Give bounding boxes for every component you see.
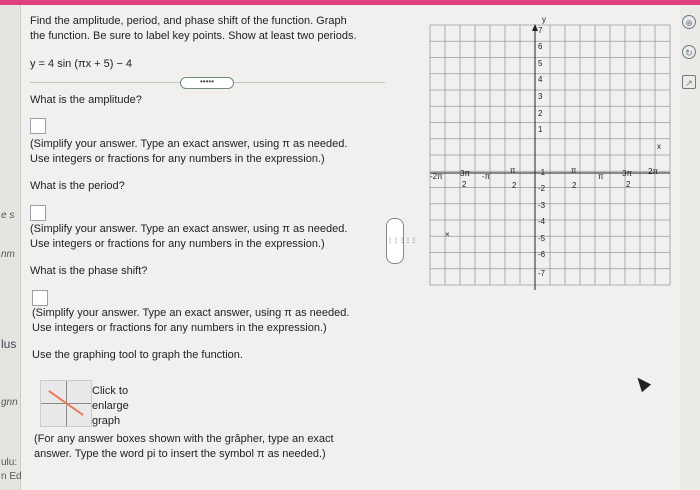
x-tick-label: 3π — [460, 169, 470, 178]
x-axis-label: x — [657, 142, 661, 151]
zoom-icon[interactable]: ⊕ — [682, 15, 696, 29]
x-tick-label: 3π — [622, 169, 632, 178]
amplitude-question: What is the amplitude? — [30, 94, 142, 106]
phase-hint-1: (Simplify your answer. Type an exact answer, using π as needed. — [32, 307, 350, 319]
top-accent-bar — [0, 0, 700, 5]
amplitude-hint-1: (Simplify your answer. Type an exact answer, using π as needed. — [30, 138, 348, 150]
left-fragment: ulu: — [1, 457, 18, 468]
y-tick-label: 2 — [538, 109, 543, 118]
enlarge-link-1[interactable]: Click to — [92, 385, 129, 397]
y-tick-label: -1 — [538, 168, 546, 177]
y-axis-label: y — [542, 15, 546, 24]
prompt-line-2: the function. Be sure to label key points. Show at least two periods. — [30, 30, 357, 42]
graph-thumbnail[interactable] — [40, 380, 92, 427]
equation: y = 4 sin (πx + 5) − 4 — [30, 58, 133, 70]
x-tick-label: π — [598, 172, 604, 181]
period-hint-1: (Simplify your answer. Type an exact answer, using π as needed. — [30, 223, 348, 235]
left-fragment: n Ed — [1, 471, 22, 482]
y-tick-label: 6 — [538, 42, 543, 51]
left-fragment: gnn — [1, 397, 18, 408]
y-tick-label: 4 — [538, 75, 543, 84]
x-tick-label: -π — [482, 172, 491, 181]
y-tick-labels — [538, 26, 546, 278]
left-fragment: nm — [1, 249, 15, 260]
more-button[interactable]: ••••• — [180, 77, 234, 89]
phase-question: What is the phase shift? — [30, 265, 148, 277]
grid-lines — [430, 25, 670, 285]
y-tick-label: 7 — [538, 26, 543, 35]
amplitude-answer-box[interactable] — [30, 118, 46, 134]
enlarge-link-3[interactable]: graph — [92, 415, 121, 427]
y-tick-label: -2 — [538, 184, 546, 193]
x-tick-label: π — [510, 166, 516, 175]
period-question: What is the period? — [30, 180, 125, 192]
amplitude-hint-2: Use integers or fractions for any numbers in the expression.) — [30, 153, 325, 165]
right-tool-strip — [680, 5, 700, 490]
phase-hint-2: Use integers or fractions for any numbers in the expression.) — [32, 322, 327, 334]
left-fragment: e s — [1, 210, 15, 221]
y-tick-label: 3 — [538, 92, 543, 101]
graph-grid[interactable] — [430, 15, 670, 290]
prompt-line-1: Find the amplitude, period, and phase shift of the function. Graph — [30, 15, 347, 27]
period-answer-box[interactable] — [30, 205, 46, 221]
y-tick-label: -3 — [538, 201, 546, 210]
period-hint-2: Use integers or fractions for any numbers in the expression.) — [30, 238, 325, 250]
x-tick-label: π — [571, 166, 577, 175]
mouse-pointer-icon — [633, 374, 651, 392]
external-icon[interactable]: ↗ — [682, 75, 696, 89]
x-tick-label: -2π — [430, 172, 443, 181]
cursor-mark: × — [445, 230, 450, 239]
enlarge-link-2[interactable]: enlarge — [92, 400, 129, 412]
note-line-2: answer. Type the word pi to insert the symbol π as needed.) — [34, 448, 326, 460]
phase-answer-box[interactable] — [32, 290, 48, 306]
y-tick-label: -5 — [538, 234, 546, 243]
y-tick-label: -4 — [538, 217, 546, 226]
y-tick-label: -6 — [538, 250, 546, 259]
y-tick-label: -7 — [538, 269, 546, 278]
refresh-icon[interactable]: ↻ — [682, 45, 696, 59]
x-tick-label: 2π — [648, 167, 658, 176]
y-tick-label: 5 — [538, 59, 543, 68]
graph-tool-instruction: Use the graphing tool to graph the function. — [32, 349, 243, 361]
x-tick-denominator: 2 — [572, 181, 577, 190]
x-tick-denominator: 2 — [462, 180, 467, 189]
panel-resize-handle[interactable]: ⋮⋮⋮⋮⋮ — [386, 218, 404, 264]
x-tick-denominator: 2 — [512, 181, 517, 190]
left-fragment: lus — [1, 337, 17, 351]
left-background-strip — [0, 5, 21, 490]
y-tick-label: 1 — [538, 125, 543, 134]
x-tick-denominator: 2 — [626, 180, 631, 189]
note-line-1: (For any answer boxes shown with the grăpher, type an exact — [34, 433, 334, 445]
